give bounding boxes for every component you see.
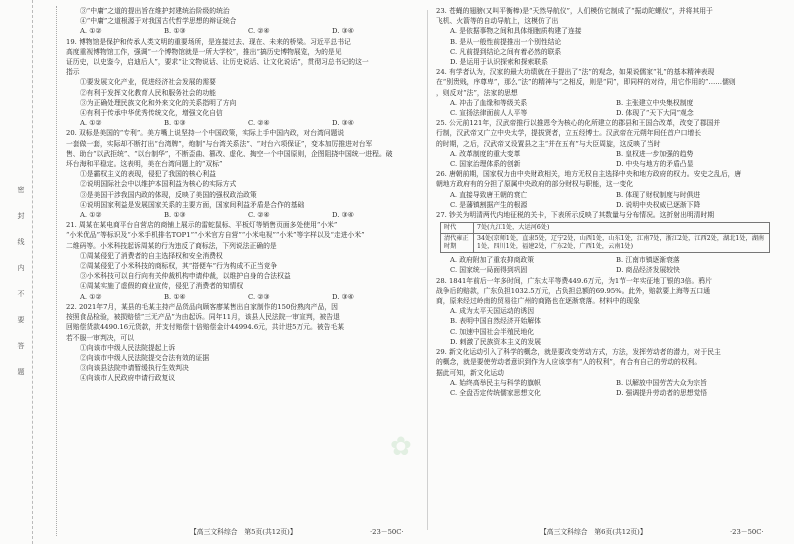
choice: C. 加速中国社会半殖民地化 xyxy=(450,327,535,336)
statement: ②有利于发挥文化教育人民和服务社会的功能 xyxy=(80,88,216,97)
question-text: 21. 周某在某电商平台自营店的商铺上展示的雷蛇鼠标、平板灯等销售页面多处使用“小米” xyxy=(66,221,338,230)
choice: C. 凡前提到结论之间有着必然的联系 xyxy=(450,47,562,56)
question-text: 飞机、火箭等的自动导航上，这模仿了出 xyxy=(436,17,559,26)
choice: B. 是从一般性前提推出一个别性结论 xyxy=(450,37,562,46)
choice: D. 商品经济发展较快 xyxy=(616,266,680,275)
choice: B. ①③ xyxy=(164,211,186,220)
statement: ③小米科技可以自行向有关仲裁机构申请仲裁，以维护自身的合法权益 xyxy=(80,272,291,281)
statement: ①是霸权主义的表现，侵犯了我国的核心利益 xyxy=(80,170,216,179)
seal-label-5: 不 xyxy=(17,290,25,299)
table-cell: 7处(九江1处，大运河6处) xyxy=(474,223,770,234)
choice: A. 改革制度的重大变革 xyxy=(450,149,521,158)
choice-grid xyxy=(436,255,782,275)
question-text: 24. 有学者认为，汉家的最大功绩就在于提出了“法”的观念，如果说儒家“礼”的基本精神表现 xyxy=(436,68,715,77)
statement: ④有利于传承中华优秀传统文化，增强文化自信 xyxy=(80,109,223,118)
statement: ④说明国家利益是发展国家关系的主要方面，国家间利益矛盾是合作的基础 xyxy=(80,200,305,209)
choice: B. ①③ xyxy=(164,27,186,36)
question-text: 在“别贵贱，序尊卑”，那么“法”的精神与“之相反，则是“同”，即同样的对待，用它作用的”……儒则 xyxy=(436,78,736,87)
choice: D. ③④ xyxy=(332,27,354,36)
question-text: 28. 1841年前后一年多时间，广东太平等费449.6万元，为1节一年实征地丁银的3倍。鸦片 xyxy=(436,276,712,285)
statement: ④向该市人民政府申请行政复议 xyxy=(80,374,176,383)
footer-left-page: 【高三文科综合 第5页(共12页)】 xyxy=(190,528,297,536)
table-cell: 34处(京师1处，直隶5处，辽宁2处，山西1处，山东1处，江南7处，浙江2处，江西2处，湖北1处，湖南1处，四川1处，福建2处，广东2处，广西1处，云南1处) xyxy=(474,234,770,253)
question-text: 朝地方政府有的分担了原属中央政府的部分财权与职能，这一变化 xyxy=(436,180,634,189)
question-text: 29. 新文化运动引入了科学的概念，就是要改变劳动方式，方法，发挥劳动者的潜力，对于民主 xyxy=(436,348,721,357)
choice: C. 国家治理体系的创新 xyxy=(450,160,521,169)
choice: B. 表明中国自然经济开始解体 xyxy=(450,317,541,326)
choice-grid xyxy=(436,378,782,398)
question-text: 19. 博物馆是保护和传承人类文明的重要场所，是连接过去、现在、未来的桥梁。习近平总书记 xyxy=(66,37,351,46)
question-22 xyxy=(66,302,416,384)
choice: D. ③④ xyxy=(332,292,354,301)
table-cell: 清代雍正时期 xyxy=(441,234,474,253)
question-text: 证历史，以史鉴今，启迪后人”，要求“让文物说话、让历史说话、让文化说话”，贯彻习总书记的这一 xyxy=(66,58,369,67)
choice: A. 是依据事物之间和具体细胞质构建了连接 xyxy=(450,27,582,36)
choice: C. 国家统一局面得到巩固 xyxy=(450,266,528,275)
choice: C. ②④ xyxy=(248,211,270,220)
question-text: 商，原来经过岭南的贸易往广州的商路也在逐渐衰落。材料中的现象 xyxy=(436,297,640,306)
choice: C. ②③ xyxy=(248,292,270,301)
statement: ①要发展文化产业，促进经济社会发展的需要 xyxy=(80,78,216,87)
seal-label-6: 要 xyxy=(17,316,25,325)
choice: A. 直接导致唐王朝的衰亡 xyxy=(450,190,528,199)
choice: A. ①② xyxy=(80,119,102,128)
question-28 xyxy=(436,276,782,347)
choice: B. ①③ xyxy=(164,119,186,128)
choice: A. 政府附加了重农抑商政策 xyxy=(450,256,534,265)
choice: B. 主张建立中央集权制度 xyxy=(616,98,694,107)
question-29 xyxy=(436,347,782,398)
choice: D. 说明中央权威已逐渐下降 xyxy=(616,200,701,209)
question-text: “小米优品”等标识及“小米手机排名TOP1”“小米官方自营”“小米电视”“小米”等字样以及“走进小米” xyxy=(66,231,365,240)
choice-row xyxy=(66,292,416,302)
question-text: 二维码等。小米科技起诉周某的行为违反了商标法，下列说法正确的是 xyxy=(66,241,277,250)
choice: A. 成为太平天国运动的诱因 xyxy=(450,307,534,316)
seal-label-3: 线 xyxy=(17,238,25,247)
choice: C. 宣扬法律面前人人平等 xyxy=(450,109,528,118)
question-text: 的概念，就是要使劳动者意识到作为人应该享有“人的权利”，有合有自己的劳动的权利。 xyxy=(436,358,702,367)
seal-line xyxy=(56,6,57,536)
choice: D. 是运用于认识探索和探索联系 xyxy=(450,58,548,67)
table-row xyxy=(441,234,770,253)
choice: B. 以解放中国劳苦大众为宗旨 xyxy=(616,378,707,387)
question-text: 战争后的赔款，广东负担1032.5万元，占负担总额的69.95%。此外，赔款要上海等五口通 xyxy=(436,286,710,295)
question-text: 25. 公元前121年，汉武帝推行以推恩令为核心的化所建立的郡县和王国合改革，改变了郡国并 xyxy=(436,119,721,128)
question-26 xyxy=(436,169,782,210)
question-text: 27. 钞关为明清两代内地征税的关卡，下表所示反映了其数量与分布情况。这折射出明清时期 xyxy=(436,211,715,220)
statement: ③向该县法院申请暂缓执行生效判决 xyxy=(80,364,189,373)
question-text: 据此可知，新文化运动 xyxy=(436,368,504,377)
question-text: 行制，汉武帝又广立中央太学，提拔贤者，立五经博士。汉武帝在元朔年间任首户口增长 xyxy=(436,129,702,138)
choice: D. 强调提升劳动者的思想觉悟 xyxy=(616,388,708,397)
question-20 xyxy=(66,128,416,220)
watermark-stamp: ✿ xyxy=(390,432,412,462)
question-text: 回赔偿货款4490.16元货款，并支付赔偿十倍赔偿金计44994.6元，共计进5万元。被告毛某 xyxy=(66,323,345,332)
statement: ③是美国干涉我国内政的体现，反映了美国的强权政治政策 xyxy=(80,190,257,199)
choice: A. 冲击了血缘和等级关系 xyxy=(450,98,528,107)
line: ④“中庸”之道根源于对我国古代哲学思想的辩证统合 xyxy=(80,17,237,26)
question-27 xyxy=(436,210,782,276)
statement: ②周某侵犯了小米科技的商标权，其“搭便车”行为构成不正当竞争 xyxy=(80,262,278,271)
seal-label-7: 答 xyxy=(17,342,25,351)
question-text: 22. 2021年7月，某县的毛某主持产品货品向顾客廖某售出自家制作的150份熟肉产品，因 xyxy=(66,302,338,311)
seal-label-1: 密 xyxy=(17,186,25,195)
choice-row xyxy=(66,118,416,128)
statement: ④周某实施了虚假的商业宣传，侵犯了消费者的知情权 xyxy=(80,282,244,291)
question-25 xyxy=(436,118,782,169)
choice-grid xyxy=(436,149,782,169)
choice: D. ③④ xyxy=(332,119,354,128)
choice: C. ②④ xyxy=(248,119,270,128)
choice: D. 中央与地方的矛盾凸显 xyxy=(616,160,694,169)
seal-label-2: 封 xyxy=(17,212,25,221)
statement: ②说明国际社会中以维护本国利益为核心的实际方式 xyxy=(80,180,237,189)
question-23 xyxy=(436,6,782,67)
table-header: 时代 xyxy=(441,223,474,234)
line: ③“中庸”之道的提出旨在维护封建统治阶级的统治 xyxy=(80,7,230,15)
choice: B. ①④ xyxy=(164,292,186,301)
choice-row xyxy=(66,210,416,220)
choice: D. 刺激了民族资本主义的发展 xyxy=(450,337,542,346)
question-text: 的时期，之后，汉武帝又设置县之主“并在五有”与大臣周旋，这反映了当时 xyxy=(436,139,661,148)
question-21 xyxy=(66,220,416,302)
statement: ②向该市中级人民法院提交合法有效的证据 xyxy=(80,353,210,362)
customs-table xyxy=(440,222,770,253)
question-text: 一套做一套，实际却不断打出“台湾牌”，炮制“与台湾关系法”、“对台六项保证”，变本加厉推进对台军 xyxy=(66,139,373,148)
choice: A. ①② xyxy=(80,211,102,220)
question-text: 若不服一审判决，可以 xyxy=(66,333,134,342)
choice: C. 全盘否定传统儒家思想文化 xyxy=(450,388,541,397)
seal-label-4: 内 xyxy=(17,264,25,273)
choice: A. ①② xyxy=(80,292,102,301)
question-24 xyxy=(436,67,782,118)
choice: B. 体现了财权制度与时俱进 xyxy=(616,190,701,199)
question-text: 26. 唐朝前期，国家权力由中央财政相关，地方无权自主选择中央和地方政府的权力。安史之乱后，唐 xyxy=(436,170,742,179)
footer-right-code: ·23－50C· xyxy=(730,528,764,536)
table-row xyxy=(441,223,770,234)
choice: D. ③④ xyxy=(332,211,354,220)
choice-row xyxy=(66,26,416,36)
footer-left-code: ·23－50C· xyxy=(370,528,404,536)
right-page xyxy=(436,6,782,398)
choice-grid xyxy=(436,98,782,118)
choice: A. 始终高举民主与科学的旗帜 xyxy=(450,378,541,387)
question-text: 坏台海和平稳定。这表明，美在台湾问题上的“双标” xyxy=(66,160,223,169)
question-text: 23. 苍蝇的翅膀(又叫平衡棒)是“天然导航仪”，人们模仿它制成了“振动陀螺仪”，并将其用于 xyxy=(436,7,713,15)
question-text: 售、助台“以武拒统”、“以台制华”，不断歪曲、篡改、虚化、掏空一个中国原则，企图阻挠中国统一进程。破 xyxy=(66,149,393,158)
question-text: ，则反对“法”，法家的思想 xyxy=(436,88,518,97)
statement: ③为正确处理民族文化和外来文化的关系指明了方向 xyxy=(80,98,237,107)
question-text: 按照食品检验，被损赔偿“三无产品”为由起诉。同年11月，该县人民法院一审宣判，被告退 xyxy=(66,313,340,322)
choice-grid xyxy=(436,190,782,210)
choice: C. ②④ xyxy=(248,27,270,36)
question-text: 指示 xyxy=(66,68,80,77)
footer-right-page: 【高三文科综合 第6页(共12页)】 xyxy=(540,528,647,536)
choice: D. 体现了“天下大同”观念 xyxy=(616,109,694,118)
question-text: 高度重视博物馆工作，强调“一个博物馆就是一所大学校”，推出“搞历史博物展览，为的是见 xyxy=(66,47,342,56)
choice: C. 是藩镇割据产生的根源 xyxy=(450,200,528,209)
left-page xyxy=(66,6,416,384)
choice: B. 皇权进一步加强的趋势 xyxy=(616,149,694,158)
question-19 xyxy=(66,37,416,129)
choice: A. ①② xyxy=(80,27,102,36)
seal-label-8: 题 xyxy=(17,368,25,377)
choice: B. 江南市镇逐渐衰落 xyxy=(616,256,680,265)
statement: ①周某侵犯了消费者的自主选择权和安全消费权 xyxy=(80,251,223,260)
statement: ①向该市中级人民法院提起上诉 xyxy=(80,343,176,352)
question-text: 20. 双标是美国的“专利”。美方嘴上说坚持一个中国政策，实际上手中国内政，对台湾问题说 xyxy=(66,129,345,138)
